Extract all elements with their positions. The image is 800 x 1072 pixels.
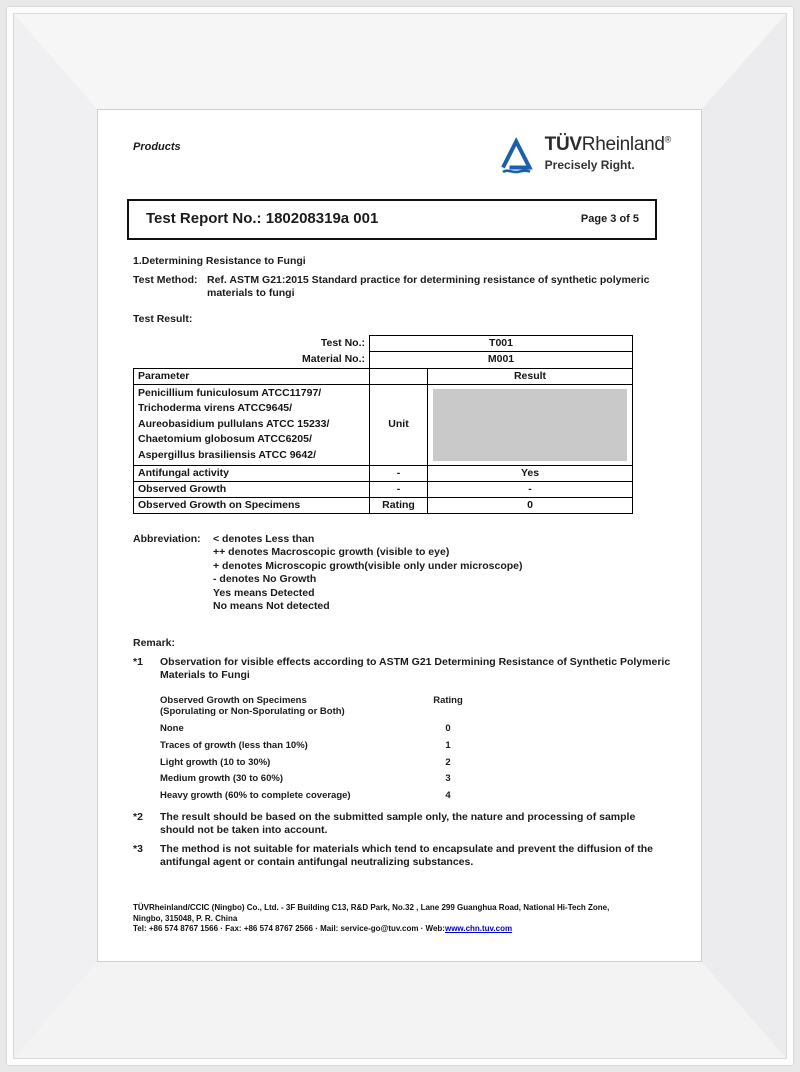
test-method-text: Ref. ASTM G21:2015 Standard practice for determining resistance of synthetic polymeric materials to fungi: [207, 273, 650, 299]
abbreviation-line: ++ denotes Macroscopic growth (visible to eye): [213, 546, 450, 559]
rating-table-header: [160, 692, 418, 720]
test-result-label: Test Result:: [133, 313, 193, 326]
result-cell: -: [428, 481, 633, 497]
brand-name: [545, 135, 671, 155]
report-number: Test Report No.: 180208319a 001: [146, 210, 379, 227]
test-no-label: Test No.:: [320, 337, 365, 350]
result-table: [133, 335, 633, 514]
section-heading: 1.Determining Resistance to Fungi: [133, 254, 306, 267]
material-no-value: M001: [370, 352, 633, 368]
unit-cell: -: [370, 481, 428, 497]
tuv-rheinland-logo: [496, 135, 671, 177]
remark-marker: *3: [133, 842, 143, 855]
redacted-gray-box: [433, 389, 627, 461]
rating-row: [160, 771, 478, 788]
rating-row: [160, 720, 478, 737]
remark-item-2: [133, 811, 671, 837]
material-no-label: Material No.:: [301, 353, 365, 366]
table-row: [134, 481, 633, 497]
abbreviation-line: - denotes No Growth: [213, 573, 317, 586]
rating-value: 2: [445, 756, 451, 768]
abbreviation-label: Abbreviation:: [133, 532, 201, 545]
rating-desc: Traces of growth (less than 10%): [160, 739, 308, 751]
rating-value: 0: [445, 722, 451, 734]
abbreviation-block: [133, 533, 671, 614]
brand-rheinland: Rheinland: [581, 134, 665, 155]
result-cell: 0: [428, 497, 633, 513]
brand-tuv: TÜV: [544, 134, 582, 155]
result-cell: Yes: [428, 465, 633, 481]
test-method-row: [133, 274, 671, 300]
document-footer: [133, 903, 671, 935]
tuv-triangle-icon: [496, 137, 536, 177]
unit-header-empty: [370, 368, 428, 384]
abbreviation-line: No means Not detected: [213, 600, 330, 613]
rating-table: [160, 692, 478, 804]
abbreviation-line: < denotes Less than: [213, 532, 315, 545]
rating-header-row: [160, 692, 478, 720]
parameter-header: Parameter: [134, 368, 370, 384]
page-indicator: Page 3 of 5: [580, 212, 639, 225]
rating-row: [160, 754, 478, 771]
unit-cell: Rating: [370, 497, 428, 513]
parameter-cell: Observed Growth on Specimens: [134, 497, 370, 513]
organism-list: [134, 384, 370, 465]
rating-column-header: Rating: [433, 694, 463, 706]
parameter-cell: Antifungal activity: [134, 465, 370, 481]
remark-item-3: [133, 843, 671, 869]
remark-marker: *1: [133, 656, 143, 669]
footer-address-line2: Ningbo, 315048, P. R. China: [133, 913, 238, 923]
rating-row: [160, 788, 478, 805]
organism-line: Trichoderma virens ATCC9645/: [138, 402, 293, 415]
redacted-result-cell: [428, 384, 633, 465]
abbreviation-line: + denotes Microscopic growth(visible only under microscope): [213, 559, 523, 572]
remark-text: The result should be based on the submitted sample only, the nature and processing of sample should not be taken into account.: [160, 810, 636, 836]
rating-header-line2: (Sporulating or Non-Sporulating or Both): [160, 706, 345, 718]
remark-text: The method is not suitable for materials which tend to encapsulate and prevent the diffusion of the antifungal agent or contain antifungal neutralizing substances.: [160, 842, 653, 869]
rating-desc: Heavy growth (60% to complete coverage): [160, 790, 351, 802]
rating-header-line1: Observed Growth on Specimens: [160, 694, 307, 706]
rating-desc: None: [160, 722, 184, 734]
organism-line: Aureobasidium pullulans ATCC 15233/: [138, 417, 330, 430]
picture-frame: [14, 14, 786, 1058]
report-number-box: [127, 199, 657, 240]
organism-line: Penicillium funiculosum ATCC11797/: [138, 386, 322, 399]
document-header: [133, 135, 671, 177]
remark-item-1: [133, 656, 671, 682]
test-no-value: T001: [370, 336, 633, 352]
rating-desc: Medium growth (30 to 60%): [160, 773, 283, 785]
abbreviation-lines: [213, 533, 523, 614]
footer-web-link[interactable]: www.chn.tuv.com: [444, 924, 513, 934]
rating-value: 3: [445, 773, 451, 785]
brand-tagline: Precisely Right.: [544, 157, 635, 172]
table-header-row: [134, 368, 633, 384]
remark-block: [133, 637, 671, 869]
rating-desc: Light growth (10 to 30%): [160, 756, 271, 768]
rating-row: [160, 737, 478, 754]
organisms-row: [134, 384, 633, 465]
footer-contact-line: [133, 924, 671, 935]
organism-unit-cell: Unit: [370, 384, 428, 465]
table-row: [134, 465, 633, 481]
table-row: [134, 352, 633, 368]
blank-space: [133, 869, 671, 903]
registered-mark: ®: [664, 134, 671, 145]
organism-line: Chaetomium globosum ATCC6205/: [138, 433, 312, 446]
remark-marker: *2: [133, 810, 143, 823]
table-row: [134, 336, 633, 352]
footer-contact-text: Tel: +86 574 8767 1566 · Fax: +86 574 8767 2566 · Mail: service-go@tuv.com · Web:: [133, 924, 445, 934]
footer-address-line1: TÜVRheinland/CCIC (Ningbo) Co., Ltd. - 3F Building C13, R&D Park, No.32 , Lane 299 Guanghua Road, National Hi-Tech Zone,: [133, 903, 610, 913]
unit-cell: -: [370, 465, 428, 481]
organism-line: Aspergillus brasiliensis ATCC 9642/: [138, 449, 316, 461]
remark-label: Remark:: [133, 636, 176, 649]
parameter-cell: Observed Growth: [134, 481, 370, 497]
abbreviation-line: Yes means Detected: [213, 586, 315, 599]
result-header: Result: [428, 368, 633, 384]
table-row: [134, 497, 633, 513]
test-report-document: [98, 110, 701, 961]
products-label: Products: [133, 141, 181, 153]
remark-text: Observation for visible effects according to ASTM G21 Determining Resistance of Synthetic Polymeric Materials to Fungi: [160, 656, 671, 682]
test-method-label: Test Method:: [133, 273, 198, 286]
rating-value: 1: [445, 739, 451, 751]
rating-value: 4: [445, 790, 451, 802]
logo-text-block: [545, 135, 671, 173]
